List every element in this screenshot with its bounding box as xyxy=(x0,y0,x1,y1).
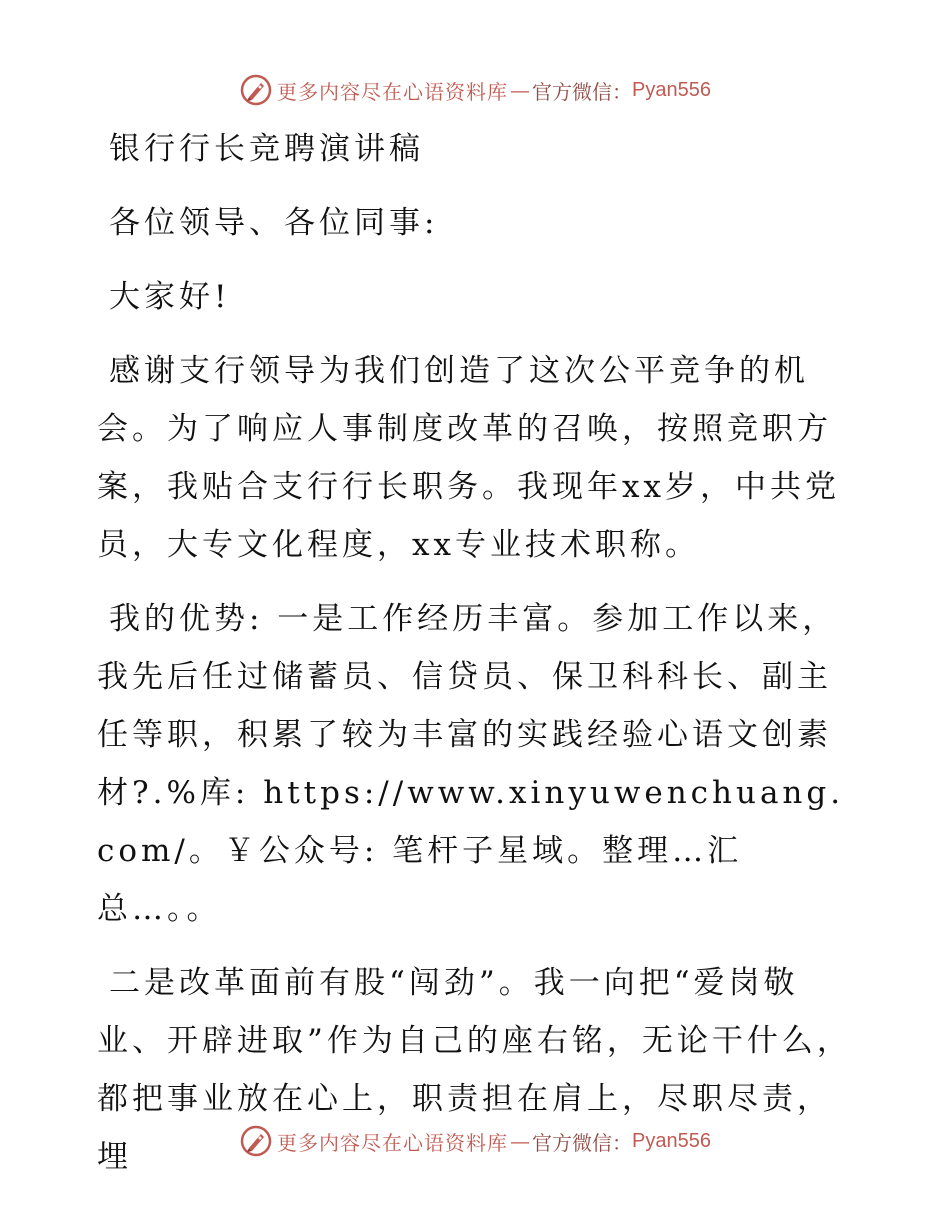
pen-nib-logo-icon xyxy=(239,1124,273,1158)
paragraph: 各位领导、各位同事: xyxy=(109,205,439,241)
banner-text: 更多内容尽在心语资料库 xyxy=(277,79,509,104)
banner-wechat-label: 官方微信： xyxy=(532,79,633,104)
paragraph: 我的优势: 一是工作经历丰富。参加工作以来，我先后任过储蓄员、信贷员、保卫科科长、副主任等职，积累了较为丰富的实践经验心语文创素材?.%库: https://www.xinyuwenchuang.com/。￥公众号: 笔杆子星域。整理…汇总…。。 xyxy=(97,601,845,927)
paragraph: 二是改革面前有股“闯劲”。我一向把“爱岗敬业、开辟进取”作为自己的座右铭，无论干什么，都把事业放在心上，职责担在肩上，尽职尽责，埋 xyxy=(97,965,852,1175)
paragraph: 感谢支行领导为我们创造了这次公平竞争的机会。为了响应人事制度改革的召唤，按照竞职方案，我贴合支行行长职务。我现年xx岁，中共党员，大专文化程度，xx专业技术职称。 xyxy=(97,353,840,563)
banner-wechat-id: Pyan556 xyxy=(632,78,711,101)
footer-banner xyxy=(0,1121,950,1161)
banner-wechat-id: Pyan556 xyxy=(632,1129,711,1152)
header-banner xyxy=(0,70,950,110)
banner-dash: — xyxy=(510,78,531,102)
pen-nib-logo-icon xyxy=(239,73,273,107)
document-title: 银行行长竞聘演讲稿 xyxy=(109,131,424,167)
document-body xyxy=(97,120,857,1202)
paragraph: 大家好! xyxy=(109,279,231,315)
banner-dash: — xyxy=(510,1129,531,1153)
banner-text: 更多内容尽在心语资料库 xyxy=(277,1130,509,1155)
banner-wechat-label: 官方微信： xyxy=(532,1130,633,1155)
